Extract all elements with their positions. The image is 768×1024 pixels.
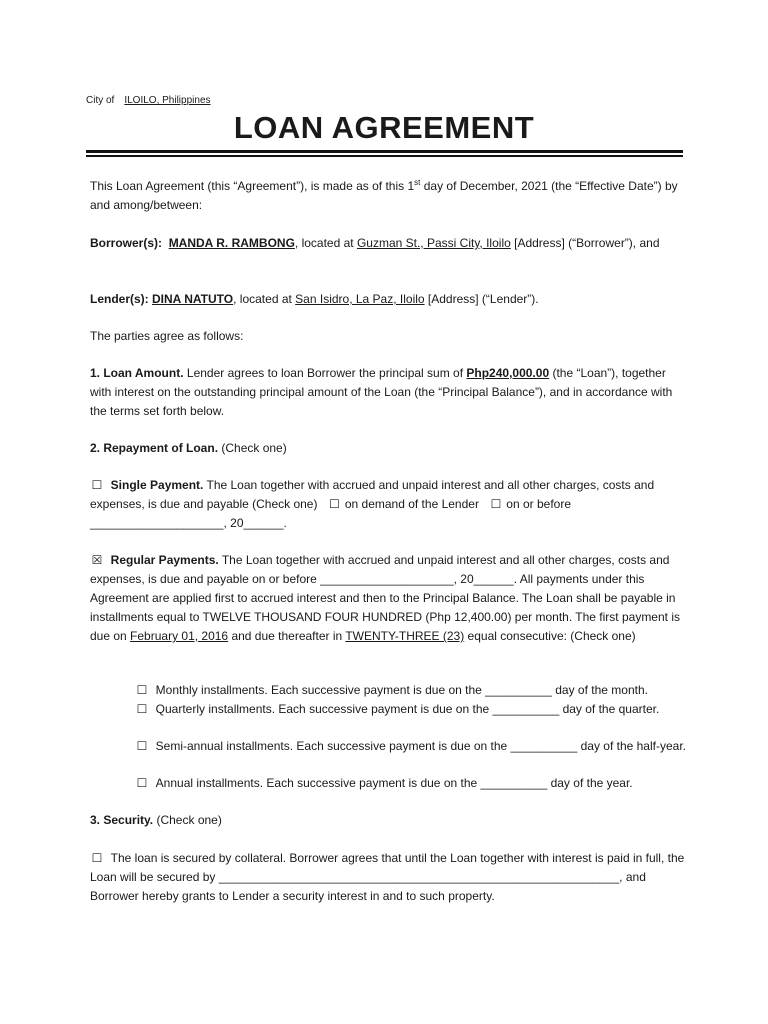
- on-or-before-label: on or before ____________________, 20______.: [90, 497, 571, 530]
- title-rule-thick: [86, 150, 683, 153]
- borrower-located: , located at: [294, 236, 357, 250]
- on-demand-checkbox[interactable]: ☐: [329, 497, 340, 511]
- single-payment-text: The Loan together with accrued and unpaid interest and all other charges, costs and expenses, is due and payable (Check one): [90, 478, 655, 511]
- borrower-name: MANDA R. RAMBONG: [168, 236, 295, 250]
- monthly-checkbox[interactable]: ☐: [136, 683, 148, 697]
- installment-monthly: [135, 681, 695, 700]
- semi-annual-checkbox[interactable]: ☐: [136, 739, 148, 753]
- borrower-label: Borrower(s):: [90, 236, 163, 250]
- semi-annual-text: Semi-annual installments. Each successive payment is due on the __________ day of the half-year.: [155, 739, 686, 753]
- city-label: City of: [86, 95, 115, 106]
- intro-paragraph: [90, 177, 690, 215]
- installment-count: TWENTY-THREE (23): [345, 629, 465, 643]
- section-1-text-1: Lender agrees to loan Borrower the principal sum of: [183, 366, 467, 380]
- section-3-heading: 3. Security.: [90, 813, 154, 827]
- regular-payments-text-1: The Loan together with accrued and unpaid interest and all other charges, costs and expenses, is due and payable on or before ____________________, 20______. All payments under this Agreement are applied first to accrued interest and then to the Principal Balance. The Loan shall be payable in installments equal to TWELVE THOUSAND FOUR HUNDRED (Php 12,400.00) per month. The first payment is due on: [90, 553, 680, 643]
- lender-paragraph: [90, 290, 690, 309]
- section-3-heading-line: [90, 811, 690, 830]
- lender-label: Lender(s):: [90, 292, 149, 306]
- intro-text-1: This Loan Agreement (this “Agreement”), is made as of this 1: [90, 179, 415, 193]
- section-2-heading: 2. Repayment of Loan.: [90, 441, 219, 455]
- collateral-paragraph: [90, 849, 690, 906]
- annual-text: Annual installments. Each successive payment is due on the __________ day of the year.: [155, 776, 633, 790]
- single-payment-paragraph: [90, 476, 690, 533]
- installment-semi-annual: [135, 737, 695, 756]
- first-payment-date: February 01, 2016: [130, 629, 229, 643]
- city-value: ILOILO, Philippines: [124, 95, 211, 106]
- quarterly-text: Quarterly installments. Each successive payment is due on the __________ day of the quarter.: [155, 702, 660, 716]
- title-rule-thin: [86, 155, 683, 157]
- loan-amount: Php240,000.00: [466, 366, 550, 380]
- section-2-check-one: (Check one): [218, 441, 287, 455]
- borrower-suffix: [Address] (“Borrower”), and: [510, 236, 660, 250]
- document-title: LOAN AGREEMENT: [233, 110, 535, 145]
- annual-checkbox[interactable]: ☐: [136, 776, 148, 790]
- borrower-address: Guzman St., Passi City, Iloilo: [356, 236, 511, 250]
- borrower-paragraph: [90, 234, 690, 253]
- section-1-text-2: (the “Loan”), together with interest on the outstanding principal amount of the Loan (the “Principal Balance”), and in accordance with the terms set forth below.: [90, 366, 673, 418]
- on-demand-label: on demand of the Lender: [341, 497, 479, 511]
- section-1-loan-amount: [90, 364, 690, 421]
- installment-quarterly: [135, 700, 695, 719]
- single-payment-label: Single Payment.: [110, 478, 204, 492]
- installment-annual: [135, 774, 695, 793]
- parties-agree: The parties agree as follows:: [90, 329, 244, 343]
- single-payment-checkbox[interactable]: ☐: [91, 478, 103, 492]
- regular-payments-text-2: and due thereafter in: [228, 629, 346, 643]
- city-line: [86, 95, 211, 106]
- lender-suffix: [Address] (“Lender”).: [424, 292, 539, 306]
- section-2-heading-line: [90, 439, 690, 458]
- section-3-check-one: (Check one): [153, 813, 222, 827]
- regular-payments-checkbox[interactable]: ☒: [91, 553, 103, 567]
- quarterly-checkbox[interactable]: ☐: [136, 702, 148, 716]
- lender-address: San Isidro, La Paz, Iloilo: [295, 292, 425, 306]
- intro-sup: st: [414, 178, 421, 187]
- intro-text-2: day of December, 2021 (the “Effective Date”) by and among/between:: [90, 179, 678, 212]
- collateral-text: The loan is secured by collateral. Borrower agrees that until the Loan together with interest is paid in full, the Loan will be secured by ____________________________________________________________, and Borrower hereby grants to Lender a security interest in and to such property.: [90, 851, 685, 903]
- regular-payments-label: Regular Payments.: [110, 553, 219, 567]
- regular-payments-text-3: equal consecutive: (Check one): [464, 629, 636, 643]
- lender-located: , located at: [233, 292, 296, 306]
- lender-name: DINA NATUTO: [152, 292, 234, 306]
- section-1-heading: 1. Loan Amount.: [90, 366, 184, 380]
- collateral-checkbox[interactable]: ☐: [91, 851, 103, 865]
- monthly-text: Monthly installments. Each successive payment is due on the __________ day of the month.: [155, 683, 648, 697]
- on-or-before-checkbox[interactable]: ☐: [490, 497, 502, 511]
- regular-payments-paragraph: [90, 551, 690, 646]
